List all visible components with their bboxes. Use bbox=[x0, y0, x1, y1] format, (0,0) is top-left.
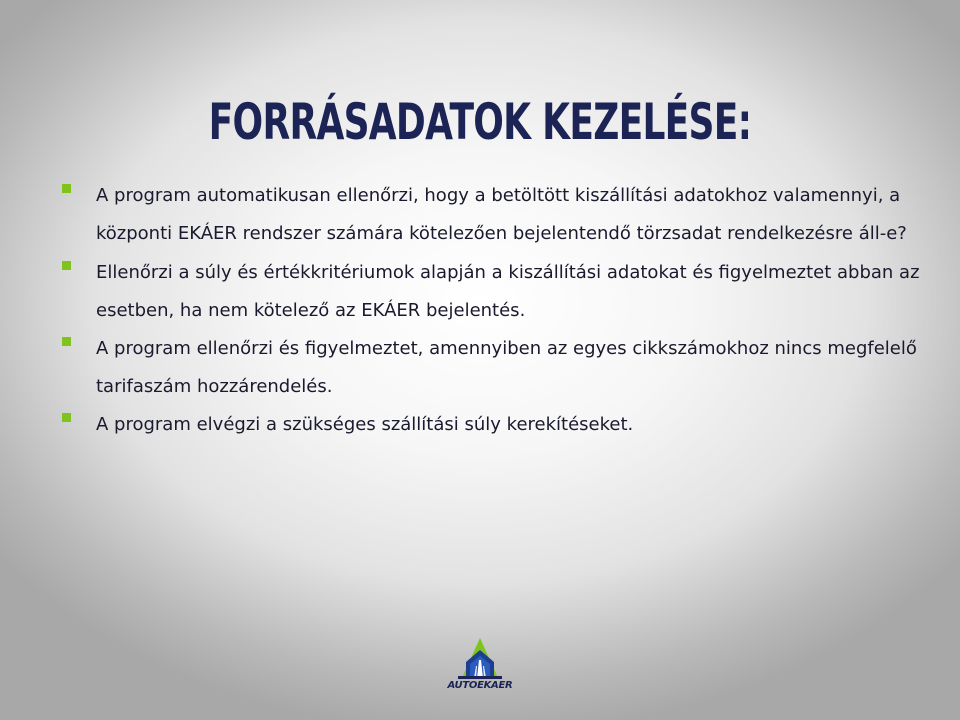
autoekaer-logo-icon bbox=[436, 636, 524, 680]
bullet-item bbox=[62, 330, 922, 406]
bullet-square-icon bbox=[62, 337, 71, 346]
autoekaer-logo bbox=[436, 636, 524, 696]
bullet-list bbox=[62, 177, 922, 444]
logo-text: AUTOEKAER bbox=[447, 680, 513, 691]
bullet-text: A program ellenőrzi és figyelmeztet, amennyiben az egyes cikkszámokhoz nincs megfelelő tarifaszám hozzárendelés. bbox=[96, 338, 917, 397]
bullet-square-icon bbox=[62, 413, 71, 422]
bullet-text: A program elvégzi a szükséges szállítási súly kerekítéseket. bbox=[96, 414, 634, 435]
bullet-text: A program automatikusan ellenőrzi, hogy a betöltött kiszállítási adatokhoz valamennyi, a központi EKÁER rendszer számára kötelezően bejelentendő törzsadat rendelkezésre áll-e? bbox=[96, 185, 907, 244]
bullet-item bbox=[62, 406, 922, 444]
bullet-text: Ellenőrzi a súly és értékkritériumok alapján a kiszállítási adatokat és figyelmeztet abban az esetben, ha nem kötelező az EKÁER bejelentés. bbox=[96, 262, 920, 321]
bullet-item bbox=[62, 254, 922, 330]
bullet-item bbox=[62, 177, 922, 253]
bullet-square-icon bbox=[62, 184, 71, 193]
bullet-square-icon bbox=[62, 261, 71, 270]
slide-title: FORRÁSADATOK KEZELÉSE: bbox=[208, 92, 752, 151]
